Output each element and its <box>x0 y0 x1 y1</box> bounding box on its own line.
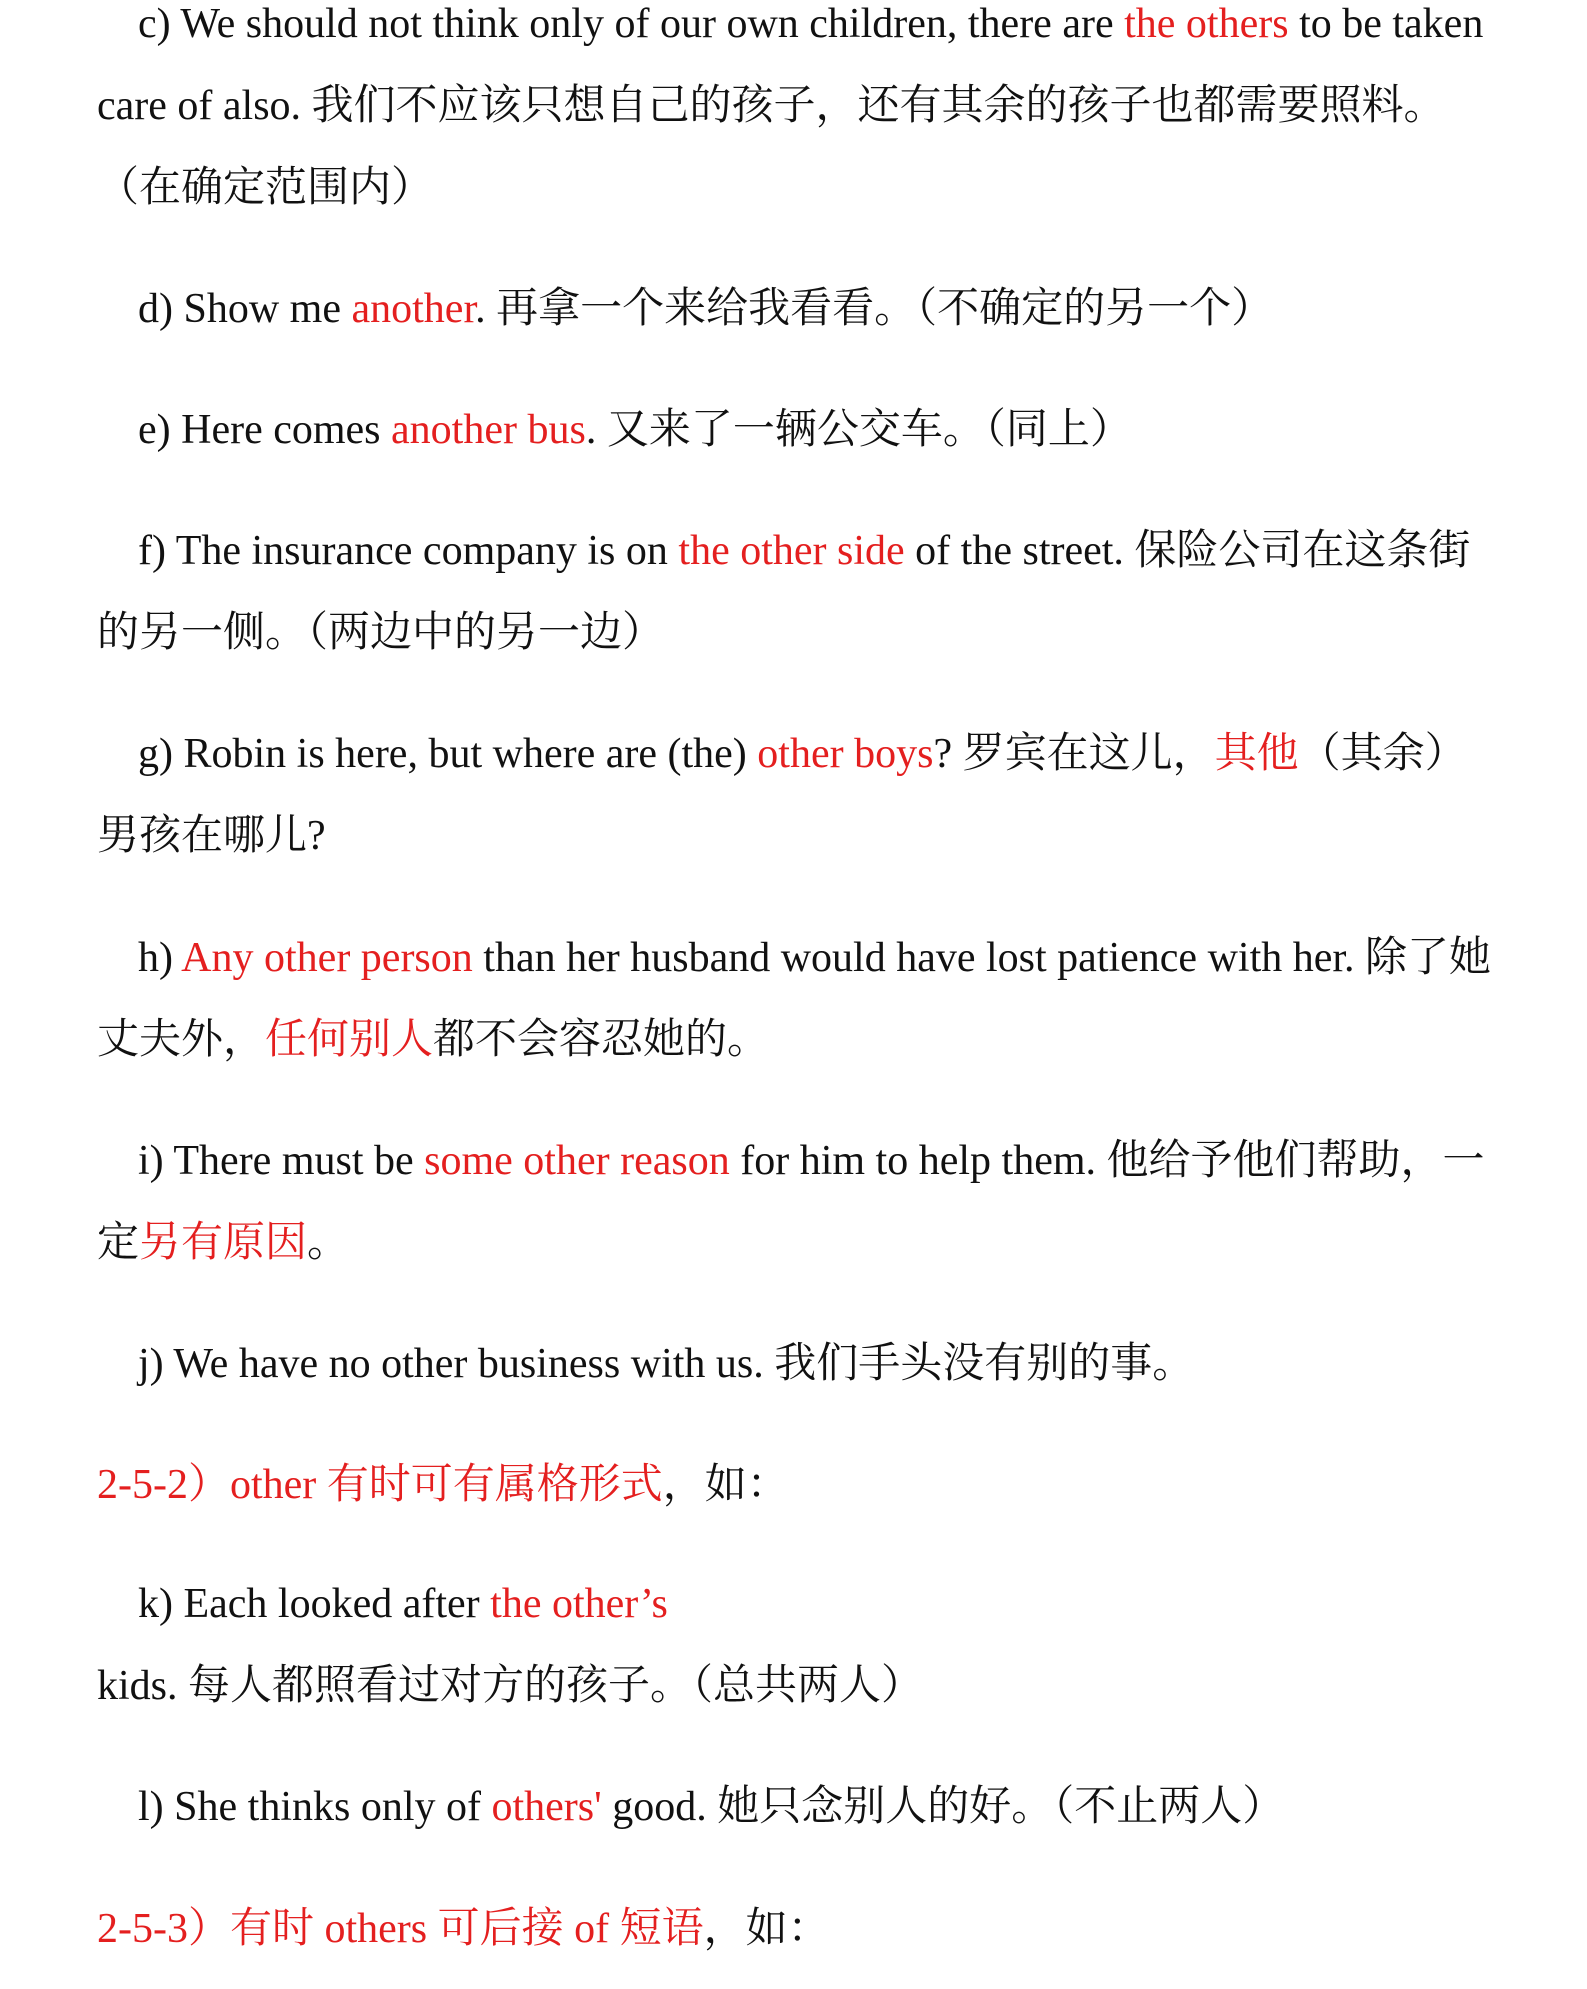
example-c <box>97 0 1499 229</box>
example-h <box>97 917 1499 1081</box>
example-h-text-2: than her husband would have lost patience with her. 除了她丈夫外， <box>97 935 1492 1063</box>
example-i-highlight-1: some other reason <box>424 1138 730 1184</box>
example-k-highlight: the other’s <box>490 1581 668 1627</box>
example-j <box>97 1323 1499 1405</box>
example-g-text-1: g) Robin is here, but where are (the) <box>138 731 758 777</box>
example-g-text-3: （其余）男孩在哪儿? <box>97 731 1467 859</box>
example-h-text-1: h) <box>138 935 182 981</box>
example-g <box>97 713 1499 877</box>
example-d-text-2: . 再拿一个来给我看看。（不确定的另一个） <box>475 286 1274 332</box>
example-f <box>97 510 1499 674</box>
example-h-highlight-1: Any other person <box>181 935 473 981</box>
example-k <box>97 1563 1499 1727</box>
example-e-text-1: e) Here comes <box>138 407 392 453</box>
example-g-highlight-2: 其他 <box>1214 731 1299 777</box>
heading-2-5-2-red: 2-5-2）other 有时可有属格形式 <box>97 1462 663 1508</box>
example-h-highlight-2: 任何别人 <box>265 1017 434 1063</box>
example-k-text-1: k) Each looked after <box>138 1581 491 1627</box>
example-c-text-1: c) We should not think only of our own children, there are <box>138 1 1125 47</box>
example-k-text-2: kids. 每人都照看过对方的孩子。（总共两人） <box>97 1663 924 1709</box>
example-i-text-1: i) There must be <box>138 1138 425 1184</box>
example-l-text-1: l) She thinks only of <box>138 1784 492 1830</box>
example-c-text-2: to be taken care of also. 我们不应该只想自己的孩子，还有其余的孩子也都需要照料。（在确定范围内） <box>97 1 1484 211</box>
example-h-text-3: 都不会容忍她的。 <box>433 1017 770 1063</box>
example-d-highlight: another <box>351 286 476 332</box>
heading-2-5-3-black: ，如： <box>703 1906 830 1952</box>
example-l-highlight: others' <box>491 1784 602 1830</box>
example-c-highlight: the others <box>1124 1 1289 47</box>
example-f-text-2: of the street. 保险公司在这条街的另一侧。（两边中的另一边） <box>97 528 1471 656</box>
example-l-text-2: good. 她只念别人的好。（不止两人） <box>601 1784 1285 1830</box>
example-d <box>97 268 1499 350</box>
example-l <box>97 1766 1499 1848</box>
example-i-text-2: for him to help them. 他给予他们帮助，一定 <box>97 1138 1485 1266</box>
heading-2-5-2 <box>97 1444 1499 1526</box>
heading-2-5-2-black: ，如： <box>662 1462 789 1508</box>
example-e-text-2: . 又来了一辆公交车。（同上） <box>585 407 1132 453</box>
example-i <box>97 1120 1499 1284</box>
example-e-highlight: another bus <box>391 407 586 453</box>
example-f-highlight: the other side <box>678 528 905 574</box>
example-e <box>97 389 1499 471</box>
heading-2-5-3-red: 2-5-3）有时 others 可后接 of 短语 <box>97 1906 704 1952</box>
example-f-text-1: f) The insurance company is on <box>138 528 679 574</box>
heading-2-5-3 <box>97 1888 1499 1970</box>
example-i-highlight-2: 另有原因 <box>139 1220 308 1266</box>
example-d-text-1: d) Show me <box>138 286 352 332</box>
example-g-highlight-1: other boys <box>757 731 934 777</box>
example-i-text-3: 。 <box>307 1220 350 1266</box>
example-j-text-1: j) We have no other business with us. 我们手头没有别的事。 <box>138 1341 1195 1387</box>
example-g-text-2: ? 罗宾在这儿， <box>933 731 1215 777</box>
